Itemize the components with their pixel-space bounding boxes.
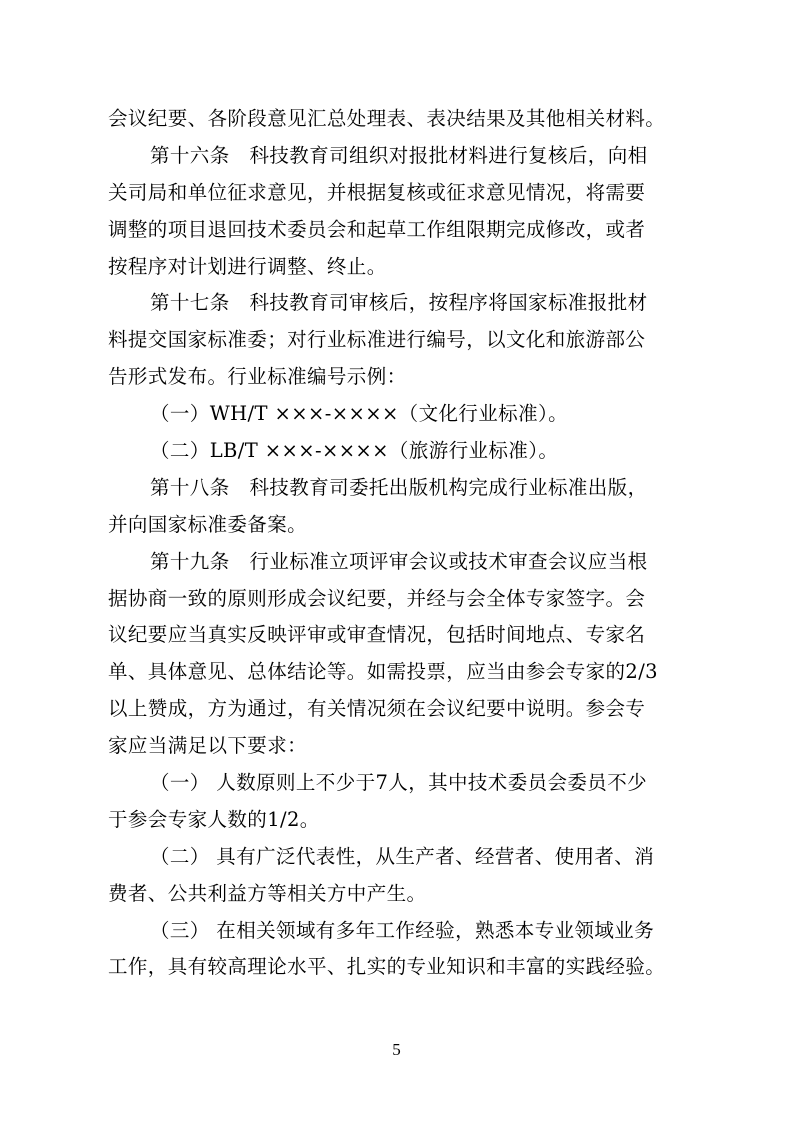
article-16-heading-line: 第十六条 科技教育司组织对报批材料进行复核后，向相	[150, 143, 648, 167]
article-17-heading-line: 第十七条 科技教育司审核后，按程序将国家标准报批材	[150, 291, 648, 315]
text-line: 费者、公共利益方等相关方中产生。	[108, 881, 427, 905]
text-line: 于参会专家人数的1/2。	[108, 807, 320, 831]
page-number: 5	[392, 1040, 401, 1059]
body-text	[108, 101, 700, 986]
requirement-2-line: （二） 具有广泛代表性，从生产者、经营者、使用者、消	[150, 844, 655, 868]
text-line: 按程序对计划进行调整、终止。	[108, 254, 387, 278]
text-line: 工作，具有较高理论水平、扎实的专业知识和丰富的实践经验。	[108, 955, 666, 979]
text-line: 家应当满足以下要求：	[108, 734, 308, 758]
list-item-lb: （二）LB/T ×××-××××（旅游行业标准）。	[150, 439, 559, 463]
text-line: 告形式发布。行业标准编号示例：	[108, 365, 407, 389]
requirement-1-line: （一） 人数原则上不少于7人，其中技术委员会委员不少	[150, 771, 648, 795]
text-line: 议纪要应当真实反映评审或审查情况，包括时间地点、专家名	[108, 623, 646, 647]
text-line: 料提交国家标准委；对行业标准进行编号，以文化和旅游部公	[108, 328, 646, 352]
requirement-3-line: （三） 在相关领域有多年工作经验，熟悉本专业领域业务	[150, 918, 655, 942]
text-line: 调整的项目退回技术委员会和起草工作组限期完成修改，或者	[108, 217, 646, 241]
text-line: 并向国家标准委备案。	[108, 512, 308, 536]
text-line: 据协商一致的原则形成会议纪要，并经与会全体专家签字。会	[108, 586, 646, 610]
text-line: 单、具体意见、总体结论等。如需投票，应当由参会专家的2/3	[108, 660, 658, 684]
text-line: 以上赞成，方为通过，有关情况须在会议纪要中说明。参会专	[108, 697, 646, 721]
list-item-wh: （一）WH/T ×××-××××（文化行业标准）。	[150, 402, 569, 426]
article-19-heading-line: 第十九条 行业标准立项评审会议或技术审查会议应当根	[150, 549, 648, 573]
article-18-heading-line: 第十八条 科技教育司委托出版机构完成行业标准出版，	[150, 475, 648, 499]
text-line: 会议纪要、各阶段意见汇总处理表、表决结果及其他相关材料。	[108, 107, 666, 130]
text-line: 关司局和单位征求意见，并根据复核或征求意见情况，将需要	[108, 180, 646, 204]
